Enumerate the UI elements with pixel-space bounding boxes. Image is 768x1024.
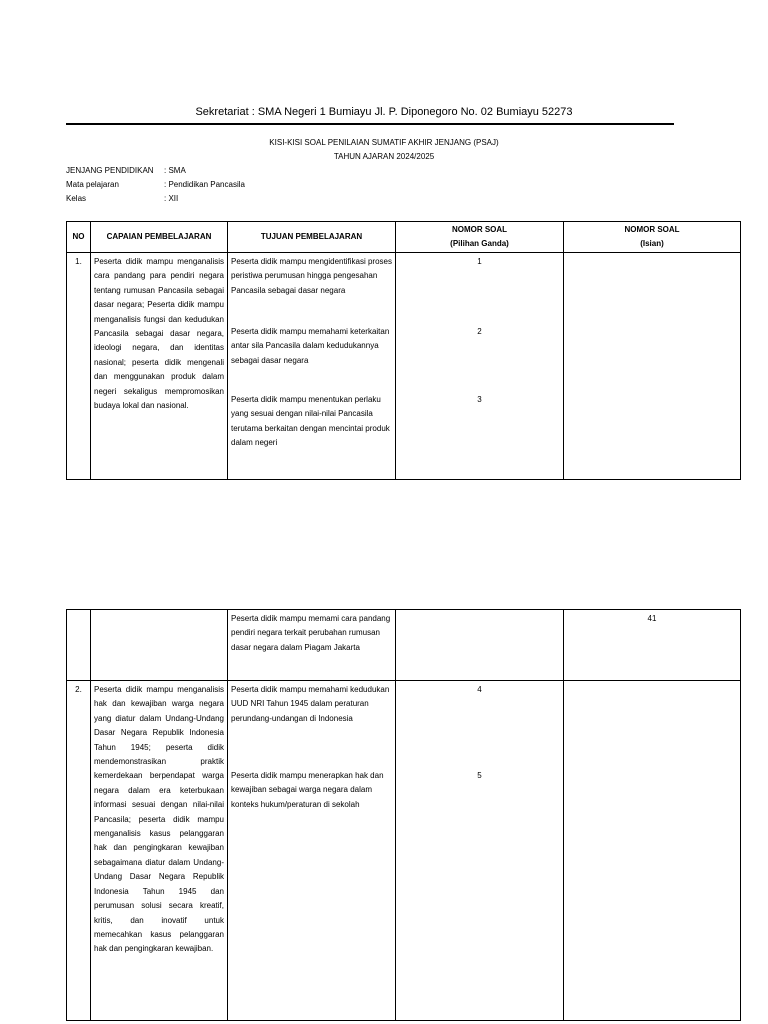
header-pg-line2: (Pilihan Ganda) xyxy=(450,239,509,248)
nomor-soal: 2 xyxy=(477,327,482,336)
nomor-isian-cell xyxy=(564,253,741,480)
header-isian-line2: (Isian) xyxy=(640,239,664,248)
meta-value: : XII xyxy=(164,194,179,203)
tujuan-cell: Peserta didik mampu memami cara pandang pendiri negara terkait perubahan rumusan dasar negara dalam Piagam Jakarta xyxy=(228,610,396,681)
header-capaian: CAPAIAN PEMBELAJARAN xyxy=(91,222,228,253)
header-isian-line1: NOMOR SOAL xyxy=(624,225,680,234)
header-nomor-pg xyxy=(396,222,564,253)
row-number: 2. xyxy=(67,681,91,1021)
meta-mapel xyxy=(66,178,245,191)
capaian-cell: Peserta didik mampu menganalisis hak dan kewajiban warga negara yang diatur dalam Undang-Undang Dasar Negara Republik Indonesia Tahun 1945; peserta didik mendemonstrasikan praktik kemerdekaan berpendapat warga negara dalam era keterbukaan informasi sesuai dengan nilai-nilai Pancasila; peserta didik mampu menganalisis kasus pelanggaran hak dan pengingkaran kewajiban sebagaimana diatur dalam Undang-Undang Dasar Negara Republik Indonesia Tahun 1945 dan perumusan solusi secara kreatif, kritis, dan inovatif untuk memecahkan kasus pelanggaran hak dan pengingkaran kewajiban. xyxy=(91,681,228,1021)
nomor-soal: 3 xyxy=(477,395,482,404)
document-title: KISI-KISI SOAL PENILAIAN SUMATIF AKHIR JENJANG (PSAJ) xyxy=(269,138,499,147)
nomor-soal: 1 xyxy=(477,257,482,266)
document-subtitle: TAHUN AJARAN 2024/2025 xyxy=(333,152,435,161)
table-header-row xyxy=(67,222,741,253)
table-row xyxy=(67,681,741,1021)
tujuan-item: Peserta didik mampu mengidentifikasi proses peristiwa perumusan hingga pengesahan Pancasila sebagai dasar negara xyxy=(231,257,392,295)
header-no: NO xyxy=(67,222,91,253)
row-number xyxy=(67,610,91,681)
row-number: 1. xyxy=(67,253,91,480)
capaian-cell xyxy=(91,610,228,681)
meta-value: : SMA xyxy=(164,166,186,175)
table-row xyxy=(67,253,741,480)
tujuan-item: Peserta didik mampu memahami kedudukan UUD NRI Tahun 1945 dalam peraturan perundang-undangan di Indonesia xyxy=(231,685,390,723)
header-pg-line1: NOMOR SOAL xyxy=(451,225,508,234)
meta-label: Kelas xyxy=(66,194,87,203)
nomor-isian-cell: 41 xyxy=(564,610,741,681)
nomor-soal: 4 xyxy=(477,685,482,694)
meta-jenjang xyxy=(66,164,186,177)
meta-label: JENJANG PENDIDIKAN xyxy=(66,166,154,175)
nomor-isian-cell xyxy=(564,681,741,1021)
nomor-pg-cell xyxy=(396,253,564,480)
meta-label: Mata pelajaran xyxy=(66,180,119,189)
nomor-soal: 5 xyxy=(477,771,482,780)
meta-value: : Pendidikan Pancasila xyxy=(164,180,245,189)
kisi-kisi-table-part2 xyxy=(66,609,741,1021)
tujuan-item: Peserta didik mampu menentukan perlaku yang sesuai dengan nilai-nilai Pancasila terutama berkaitan dengan mencintai produk dalam negeri xyxy=(231,395,390,448)
nomor-pg-cell xyxy=(396,610,564,681)
sekretariat-header: Sekretariat : SMA Negeri 1 Bumiayu Jl. P. Diponegoro No. 02 Bumiayu 52273 xyxy=(195,106,573,118)
header-tujuan: TUJUAN PEMBELAJARAN xyxy=(228,222,396,253)
tujuan-cell xyxy=(228,681,396,1021)
header-nomor-isian xyxy=(564,222,741,253)
tujuan-cell xyxy=(228,253,396,480)
capaian-cell: Peserta didik mampu menganalisis cara pandang para pendiri negara tentang rumusan Pancasila sebagai dasar negara; Peserta didik mampu menganalisis fungsi dan kedudukan Pancasila sebagai dasar negara, ideologi negara, dan identitas nasional; peserta didik mengenali dan menggunakan produk dalam negeri sekaligus mempromosikan budaya lokal dan nasional. xyxy=(91,253,228,480)
tujuan-item: Peserta didik mampu memahami keterkaitan antar sila Pancasila dalam kedudukannya sebagai dasar negara xyxy=(231,327,390,365)
header-divider xyxy=(66,123,674,125)
tujuan-item: Peserta didik mampu menerapkan hak dan kewajiban sebagai warga negara dalam konteks hukum/peraturan di sekolah xyxy=(231,771,384,809)
table-row xyxy=(67,610,741,681)
meta-kelas xyxy=(66,192,178,205)
nomor-pg-cell xyxy=(396,681,564,1021)
kisi-kisi-table-part1 xyxy=(66,221,741,480)
